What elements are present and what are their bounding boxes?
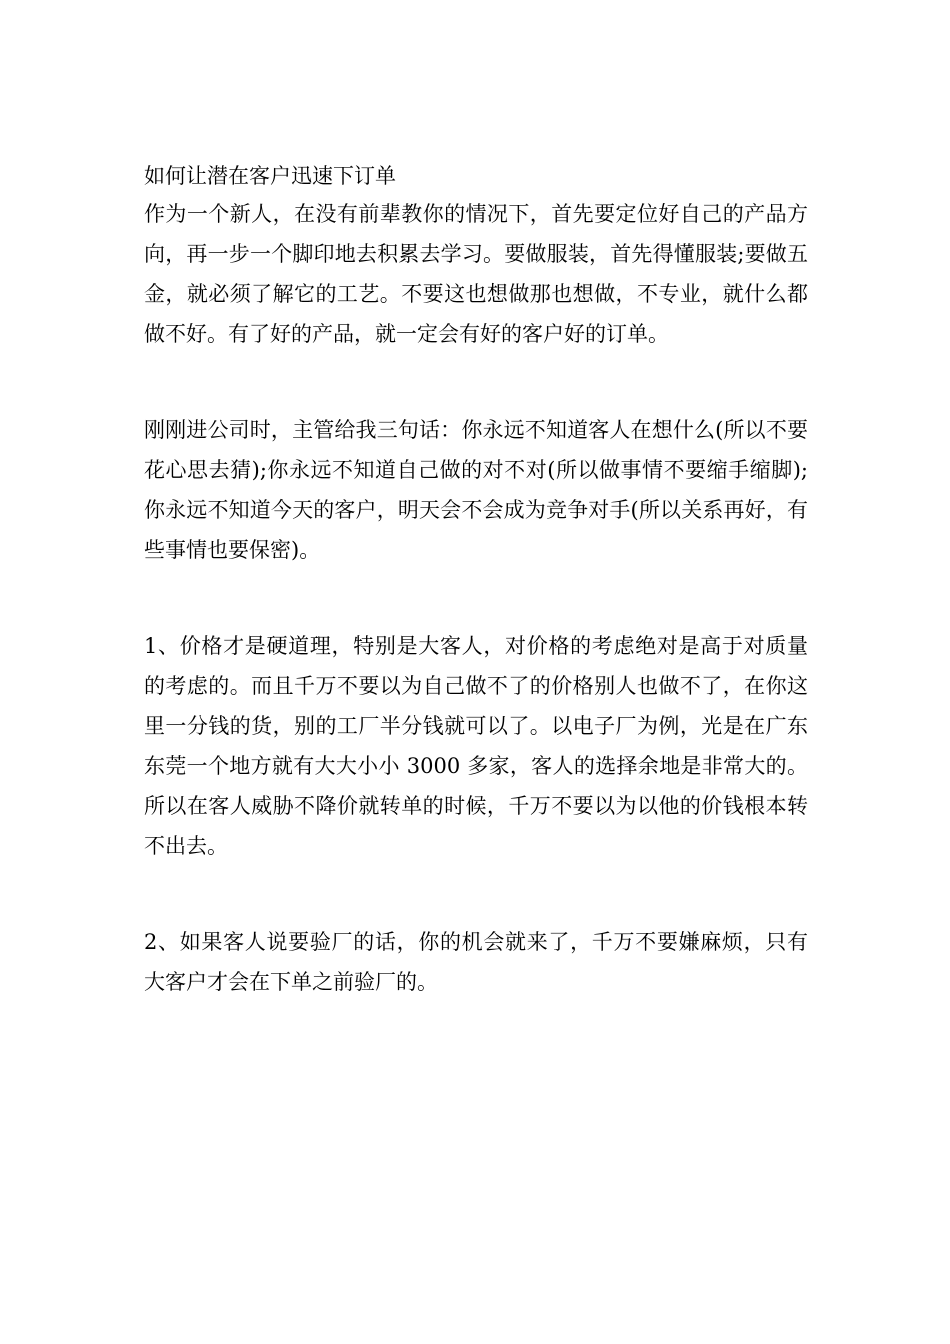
paragraph-spacer (144, 866, 808, 922)
paragraph-point-1: 1、价格才是硬道理，特别是大客人，对价格的考虑绝对是高于对质量的考虑的。而且千万不要以为自己做不了的价格别人也做不了，在你这里一分钱的货，别的工厂半分钱就可以了。以电子厂为例，光是在广东东莞一个地方就有大大小小 3000 多家，客人的选择余地是非常大的。所以在客人威胁不降价就转单的时候，千万不要以为以他的价钱根本转不出去。 (144, 634, 808, 858)
paragraph-spacer (144, 570, 808, 626)
paragraph-three-sayings: 刚刚进公司时，主管给我三句话：你永远不知道客人在想什么(所以不要花心思去猜);你永远不知道自己做的对不对(所以做事情不要缩手缩脚);你永远不知道今天的客户，明天会不会成为竞争对手(所以关系再好，有些事情也要保密)。 (144, 418, 808, 562)
paragraph-spacer (144, 354, 808, 410)
document-page (144, 160, 808, 1002)
paragraph-point-2: 2、如果客人说要验厂的话，你的机会就来了，千万不要嫌麻烦，只有大客户才会在下单之前验厂的。 (144, 930, 808, 994)
paragraph-intro: 作为一个新人，在没有前辈教你的情况下，首先要定位好自己的产品方向，再一步一个脚印地去积累去学习。要做服装，首先得懂服装;要做五金，就必须了解它的工艺。不要这也想做那也想做，不专业，就什么都做不好。有了好的产品，就一定会有好的客户好的订单。 (144, 202, 808, 346)
document-title: 如何让潜在客户迅速下订单 (144, 164, 396, 188)
